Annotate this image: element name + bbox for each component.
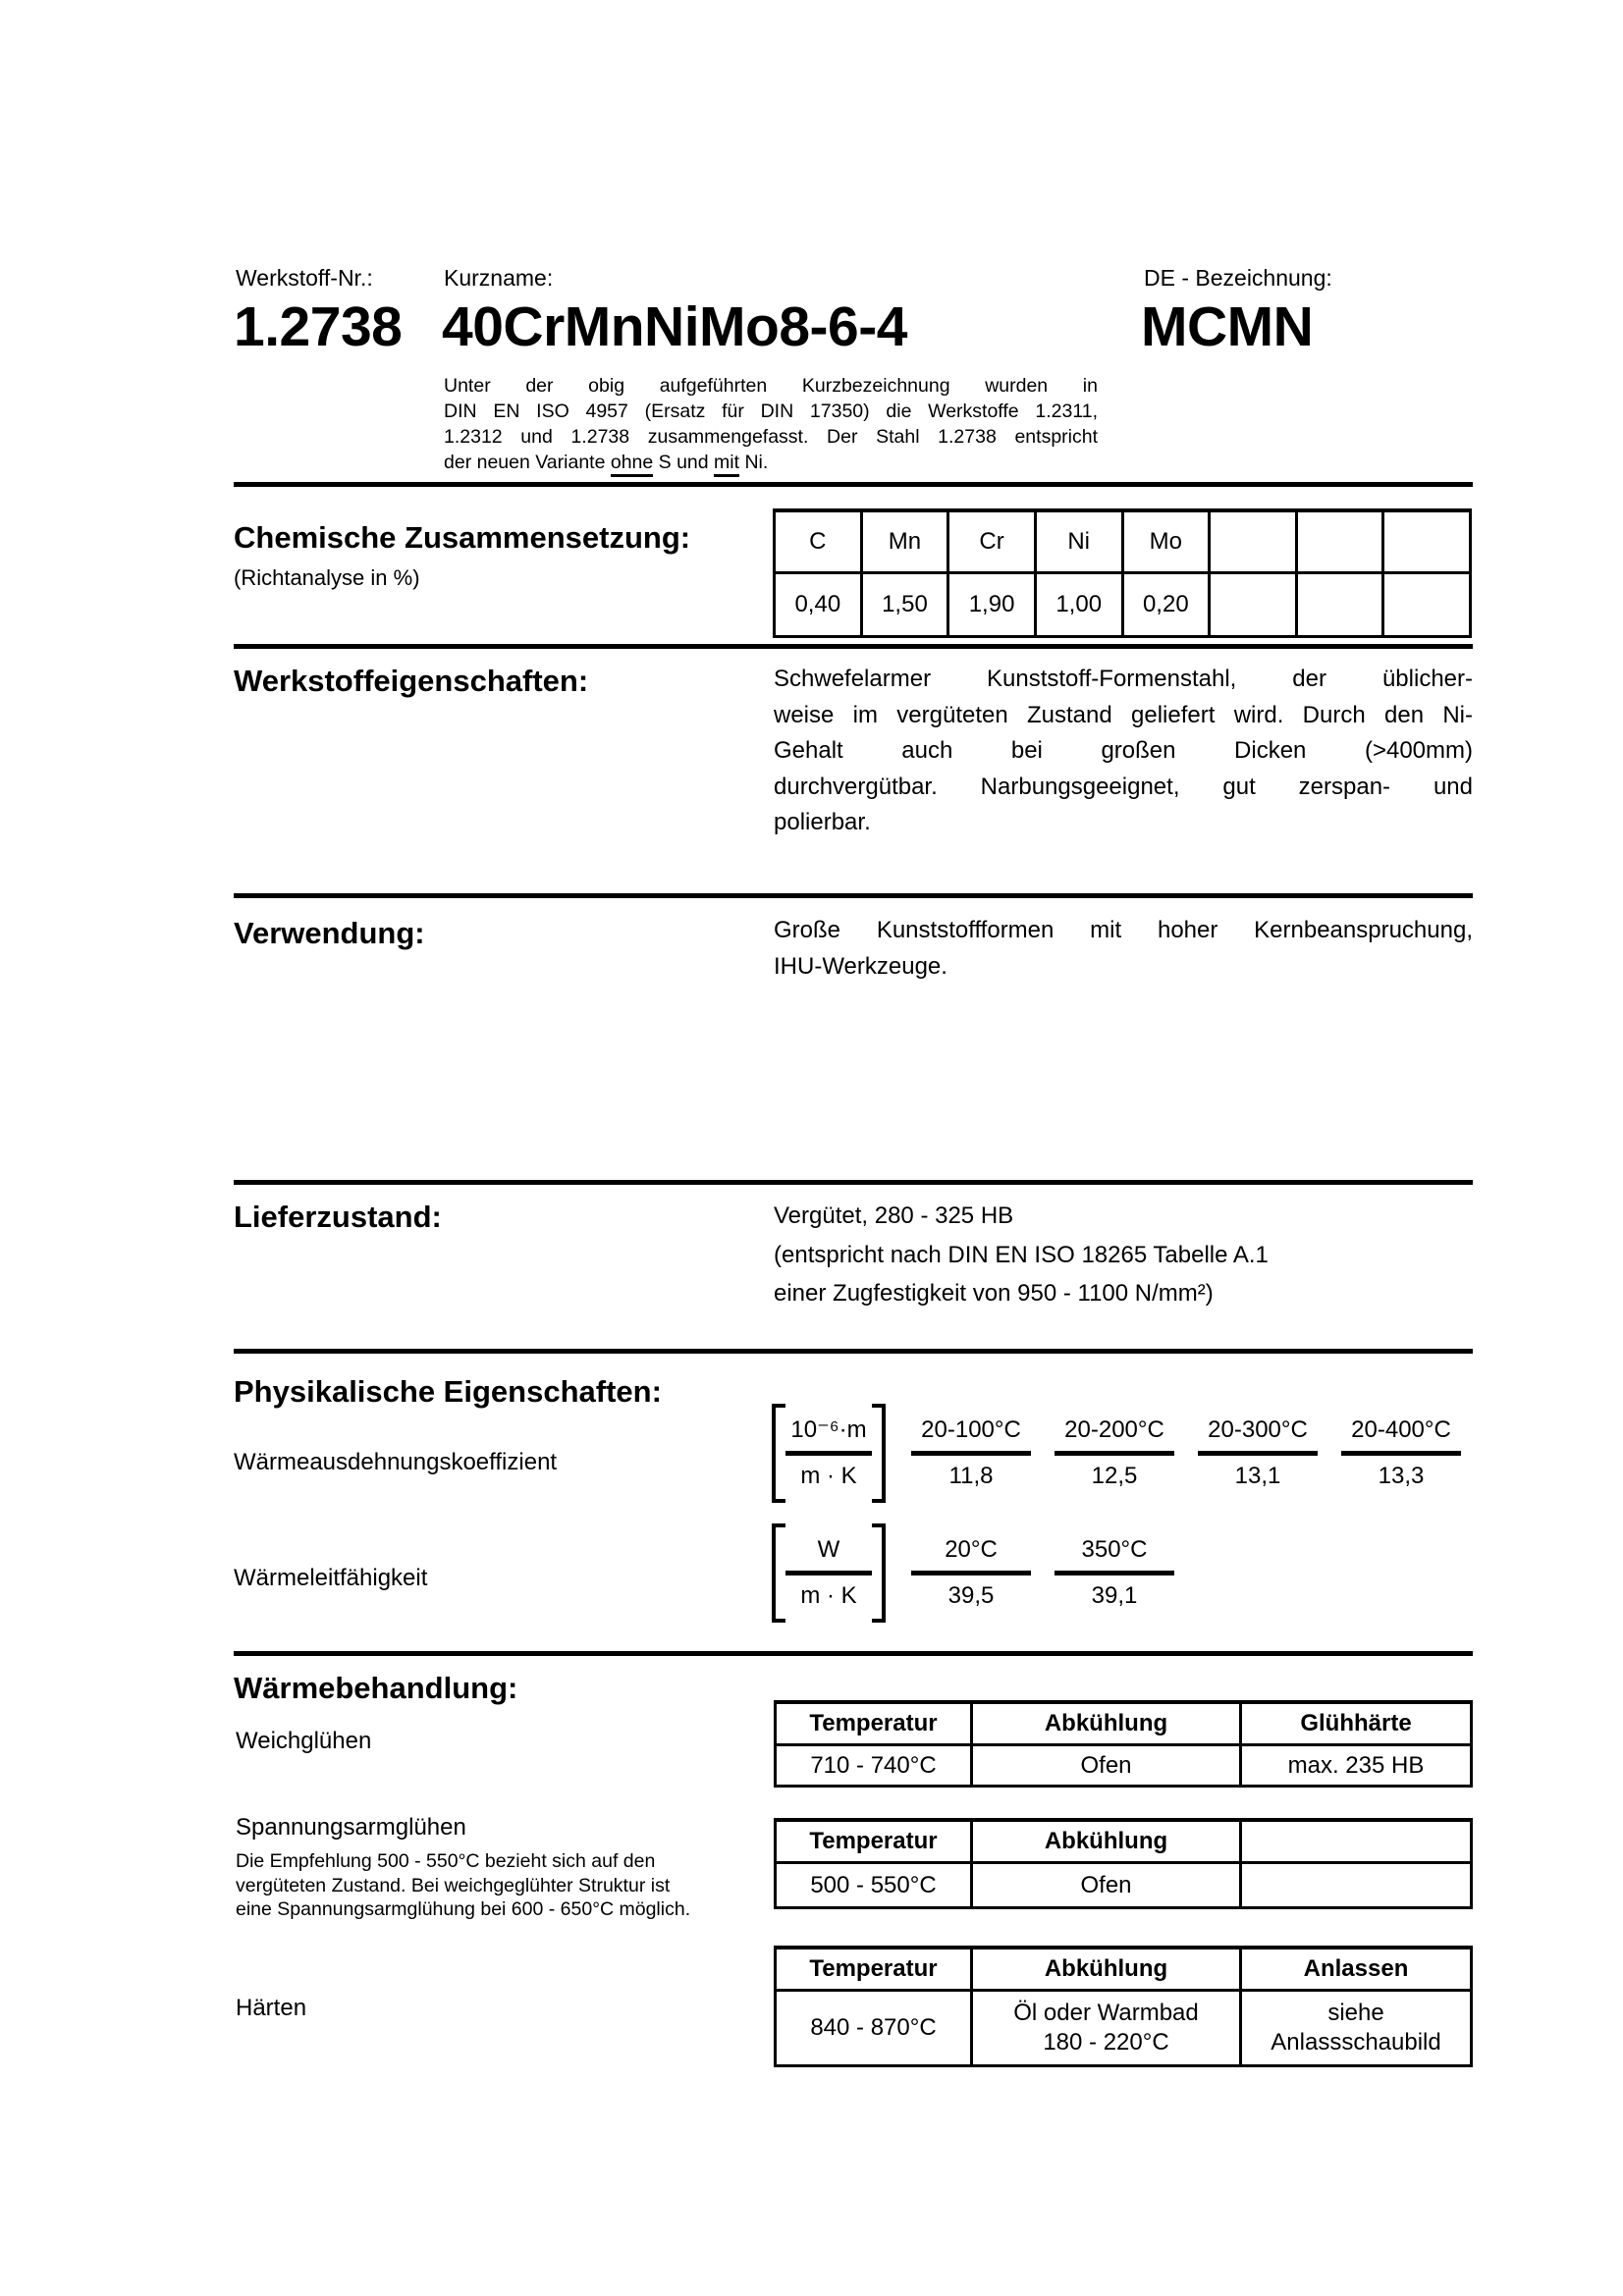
table-value-cell [777,1746,973,1785]
verwendung-heading: Verwendung: [234,916,425,950]
chem-column-header [1298,512,1385,571]
note-line: vergüteten Zustand. Bei weichgeglühter Struktur ist [236,1874,671,1896]
cell-line: 840 - 870°C [810,2014,937,2041]
de-bezeichnung-label: DE - Bezeichnung: [1144,265,1332,291]
property-value: 11,8 [948,1463,994,1489]
underlined-word: mit [714,452,739,477]
table-header-cell: Temperatur [777,1822,973,1861]
fraction-bar [911,1571,1031,1575]
chem-value-cell: 0,20 [1124,574,1212,635]
table-header-cell: Glühhärte [1300,1710,1412,1736]
chem-value-cell: 1,00 [1037,574,1124,635]
temperature-label: 20-200°C [1064,1416,1164,1443]
property-value: 39,1 [1091,1582,1138,1609]
temperature-label: 20°C [945,1536,998,1563]
chemische-zusammensetzung-heading: Chemische Zusammensetzung: [234,520,691,555]
table-header-row [777,1822,1470,1864]
lieferzustand-heading: Lieferzustand: [234,1200,442,1234]
table-header-cell [1242,1822,1470,1861]
unit-bracket [772,1523,886,1623]
kurzname-value: 40CrMnNiMo8-6-4 [442,295,907,358]
temperature-label: 20-400°C [1351,1416,1451,1443]
table-value-cell [973,1864,1242,1906]
table-header-row [777,1704,1470,1746]
temperature-column [911,1533,1031,1613]
text-line: einer Zugfestigkeit von 950 - 1100 N/mm²) [774,1280,1214,1307]
temperature-columns [911,1404,1461,1493]
property-value: 12,5 [1091,1463,1138,1489]
divider [234,893,1473,898]
cell-line: Ofen [1080,1751,1132,1779]
physikalische-eigenschaften-heading: Physikalische Eigenschaften: [234,1374,662,1409]
fraction-bar [1055,1571,1174,1575]
unit-fraction [785,1414,872,1493]
unit-bracket [772,1404,886,1503]
temperature-column [1055,1533,1174,1613]
intro-line: 1.2312 und 1.2738 zusammengefasst. Der Stahl 1.2738 entspricht [444,426,1098,448]
spannungsarmgluehen-table [774,1818,1473,1909]
spannungsarmgluehen-note [236,1849,690,1922]
text-line: polierbar. [774,809,871,835]
intro-paragraph [444,373,1098,475]
table-header-cell: Temperatur [777,1949,973,1989]
lieferzustand-text [774,1197,1473,1313]
chem-value-cell [1298,574,1385,635]
waermebehandlung-heading: Wärmebehandlung: [234,1671,518,1705]
cell-line: max. 235 HB [1287,1751,1425,1779]
fraction-bar [1341,1451,1461,1456]
intro-line: DIN EN ISO 4957 (Ersatz für DIN 17350) die Werkstoffe 1.2311, [444,400,1098,422]
underlined-word: ohne [611,452,653,477]
chemical-table-header-row [776,512,1469,574]
table-value-cell [777,1864,973,1906]
table-header-cell: Temperatur [777,1704,973,1743]
table-value-cell [1242,1864,1470,1906]
chem-column-header: Ni [1037,512,1124,571]
fraction-bar [785,1571,872,1575]
chem-value-cell: 1,90 [949,574,1037,635]
waermeausdehnungskoeffizient-label: Wärmeausdehnungskoeffizient [234,1449,558,1475]
haerten-label: Härten [236,1995,307,2021]
text-line: weise im vergüteten Zustand geliefert wird. Durch den Ni- [774,701,1473,728]
property-value: 13,3 [1378,1463,1425,1489]
temperature-column [911,1414,1031,1493]
table-value-cell [973,1746,1242,1785]
table-value-row [777,1992,1470,2064]
table-header-cell: Anlassen [1303,1955,1409,1982]
waermeleitfaehigkeit-values [772,1523,1174,1623]
property-value: 39,5 [947,1582,995,1609]
richtanalyse-subheading: (Richtanalyse in %) [234,565,420,590]
divider [234,482,1473,487]
verwendung-text [774,912,1473,985]
text-line: Schwefelarmer Kunststoff-Formenstahl, der üblicher- [774,666,1473,692]
kurzname-label: Kurzname: [444,265,554,291]
weichgluehen-label: Weichglühen [236,1728,372,1754]
waermeausdehnungskoeffizient-values [772,1404,1461,1503]
temperature-column [1198,1414,1318,1493]
fraction-bar [1055,1451,1174,1456]
temperature-label: 20-300°C [1208,1416,1308,1443]
chem-value-cell [1384,574,1469,635]
divider [234,1349,1473,1354]
note-line: Die Empfehlung 500 - 550°C bezieht sich auf den [236,1850,656,1872]
unit-denominator: m · K [800,1582,857,1609]
table-value-row [777,1864,1470,1906]
chem-column-header [1384,512,1469,571]
fraction-bar [785,1451,872,1456]
intro-text: der neuen Variante [444,452,611,473]
property-value: 13,1 [1234,1463,1281,1489]
chem-value-cell [1211,574,1298,635]
table-value-cell [1242,1746,1470,1785]
table-header-cell: Abkühlung [973,1949,1242,1989]
chemical-table-value-row [776,574,1469,635]
unit-numerator: 10⁻⁶·m [790,1416,867,1443]
divider [234,1180,1473,1185]
table-header-cell: Abkühlung [973,1704,1242,1743]
intro-line: Unter der obig aufgeführten Kurzbezeichnung wurden in [444,375,1098,397]
divider [234,644,1473,649]
intro-text: S und [653,452,715,473]
cell-line: Ofen [1080,1871,1132,1898]
text-line: IHU-Werkzeuge. [774,953,947,980]
cell-line: 500 - 550°C [810,1871,937,1898]
fraction-bar [1198,1451,1318,1456]
divider [234,1651,1473,1656]
chem-value-cell: 1,50 [863,574,950,635]
chem-column-header: C [776,512,863,571]
text-line: Gehalt auch bei großen Dicken (>400mm) [774,737,1473,764]
cell-line: siehe [1327,2000,1384,2026]
waermeleitfaehigkeit-label: Wärmeleitfähigkeit [234,1565,428,1591]
chem-value-cell: 0,40 [776,574,863,635]
werkstoffeigenschaften-text [774,662,1473,841]
text-line: Vergütet, 280 - 325 HB [774,1202,1014,1229]
unit-fraction [785,1533,872,1613]
de-bezeichnung-value: MCMN [1141,295,1314,358]
table-header-cell: Abkühlung [973,1822,1242,1861]
table-header-row [777,1949,1470,1992]
werkstoff-nr-label: Werkstoff-Nr.: [236,265,373,291]
weichgluehen-table [774,1700,1473,1788]
werkstoffeigenschaften-heading: Werkstoffeigenschaften: [234,664,589,698]
temperature-column [1341,1414,1461,1493]
cell-line: 710 - 740°C [810,1751,937,1779]
unit-denominator: m · K [800,1463,857,1489]
text-line: durchvergütbar. Narbungsgeeignet, gut zerspan- und [774,773,1473,800]
chem-column-header: Mo [1124,512,1212,571]
temperature-column [1055,1414,1174,1493]
cell-line: Öl oder Warmbad [1013,2000,1199,2026]
text-line: (entspricht nach DIN EN ISO 18265 Tabelle A.1 [774,1241,1269,1268]
unit-numerator: W [817,1536,840,1563]
haerten-table [774,1946,1473,2067]
cell-line: Anlassschaubild [1271,2029,1441,2056]
table-value-cell [1242,1992,1470,2064]
chemical-composition-table [773,508,1472,638]
cell-line: 180 - 220°C [1043,2029,1169,2056]
text-line: Große Kunststoffformen mit hoher Kernbeanspruchung, [774,917,1473,943]
temperature-label: 20-100°C [921,1416,1021,1443]
table-value-row [777,1746,1470,1785]
table-value-cell [973,1992,1242,2064]
chem-column-header: Cr [949,512,1037,571]
note-line: eine Spannungsarmglühung bei 600 - 650°C möglich. [236,1898,691,1920]
fraction-bar [911,1451,1031,1456]
chem-column-header [1211,512,1298,571]
werkstoff-nr-value: 1.2738 [234,295,403,358]
temperature-label: 350°C [1081,1536,1148,1563]
chem-column-header: Mn [863,512,950,571]
spannungsarmgluehen-label: Spannungsarmglühen [236,1814,466,1841]
intro-line [444,450,1098,475]
table-value-cell [777,1992,973,2064]
intro-text: Ni. [739,452,769,473]
temperature-columns [911,1523,1174,1613]
